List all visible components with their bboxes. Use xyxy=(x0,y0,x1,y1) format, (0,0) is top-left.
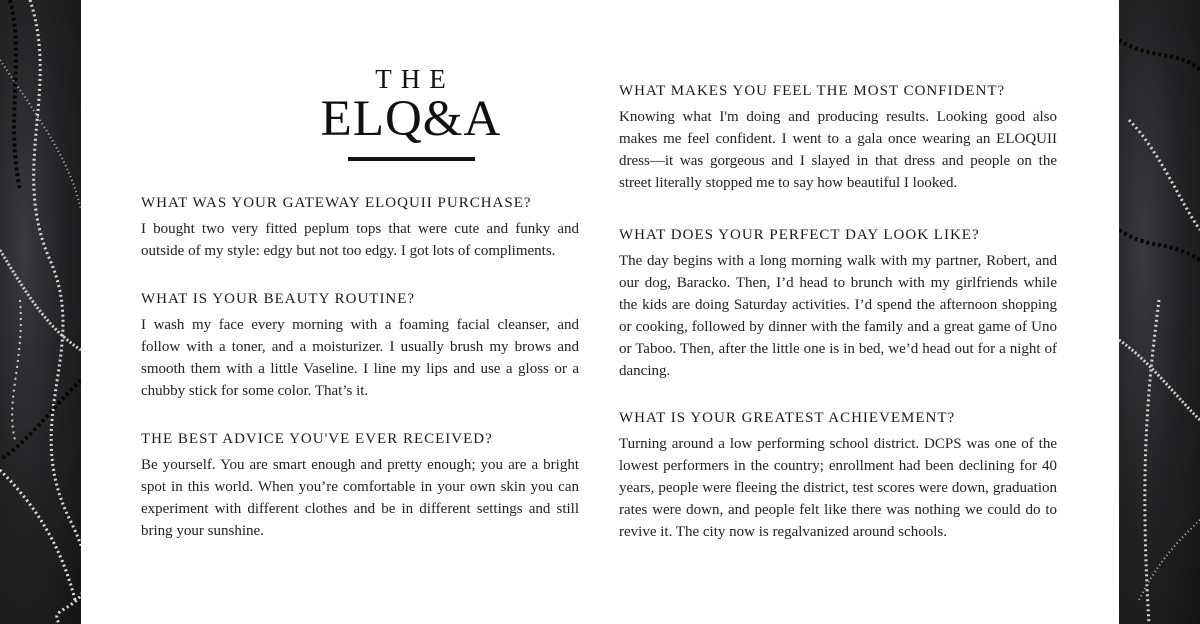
left-fabric-border xyxy=(0,0,81,624)
question-heading: WHAT MAKES YOU FEEL THE MOST CONFIDENT? xyxy=(619,83,1006,99)
answer-text: Knowing what I'm doing and producing results. Looking good also makes me feel confident. I went to a gala once wearing an ELOQUII dress—it was gorgeous and I slayed in that dress and people on the street literally stopped me to say how beautiful I looked. xyxy=(619,109,1057,191)
logo-line-the: THE xyxy=(375,64,455,94)
qa-block-beauty-routine xyxy=(141,289,579,402)
question-heading: WHAT DOES YOUR PERFECT DAY LOOK LIKE? xyxy=(619,227,980,243)
answer-text: I bought two very fitted peplum tops that were cute and funky and outside of my style: edgy but not too edgy. I got lots of compliments. xyxy=(141,221,579,259)
qa-block-best-advice xyxy=(141,429,579,542)
question-heading: WHAT IS YOUR BEAUTY ROUTINE? xyxy=(141,291,416,307)
answer-text: The day begins with a long morning walk with my partner, Robert, and our dog, Baracko. Then, I’d head to brunch with my girlfriends while the kids are doing Saturday activities. I’d spend the afternoon shopping or cooking, followed by dinner with the family and a great game of Uno or Taboo. Then, after the little one is in bed, we’d head out for a night of dancing. xyxy=(619,253,1057,379)
qa-block-gateway-purchase xyxy=(141,193,579,262)
qa-block-greatest-achievement xyxy=(619,408,1057,543)
logo-line-elqa: ELQ&A xyxy=(320,91,502,147)
qa-block-most-confident xyxy=(619,81,1057,194)
qa-block-perfect-day xyxy=(619,225,1057,382)
beaded-fabric-pattern-left xyxy=(0,0,81,624)
question-heading: WHAT IS YOUR GREATEST ACHIEVEMENT? xyxy=(619,410,956,426)
beaded-fabric-pattern-right xyxy=(1119,0,1200,624)
answer-text: I wash my face every morning with a foaming facial cleanser, and follow with a toner, and a moisturizer. I usually brush my brows and smooth them with a little Vaseline. I line my lips and use a gloss or a chubby stick for some color. That’s it. xyxy=(141,317,579,399)
answer-text: Be yourself. You are smart enough and pretty enough; you are a bright spot in this world. When you’re comfortable in your own skin you can experiment with different clothes and be in different settings and still bring your sunshine. xyxy=(141,457,579,539)
right-fabric-border xyxy=(1119,0,1200,624)
logo-underline xyxy=(348,157,475,161)
question-heading: WHAT WAS YOUR GATEWAY ELOQUII PURCHASE? xyxy=(141,195,532,211)
elq-and-a-logo xyxy=(311,64,511,161)
content-panel xyxy=(81,0,1119,624)
answer-text: Turning around a low performing school district. DCPS was one of the lowest performers in the country; enrollment had been declining for 40 years, people were fleeing the district, test scores were down, graduation rates were down, and people felt like there was nothing we could do to revive it. The city now is regalvanized around schools. xyxy=(619,436,1057,540)
question-heading: THE BEST ADVICE YOU'VE EVER RECEIVED? xyxy=(141,431,493,447)
